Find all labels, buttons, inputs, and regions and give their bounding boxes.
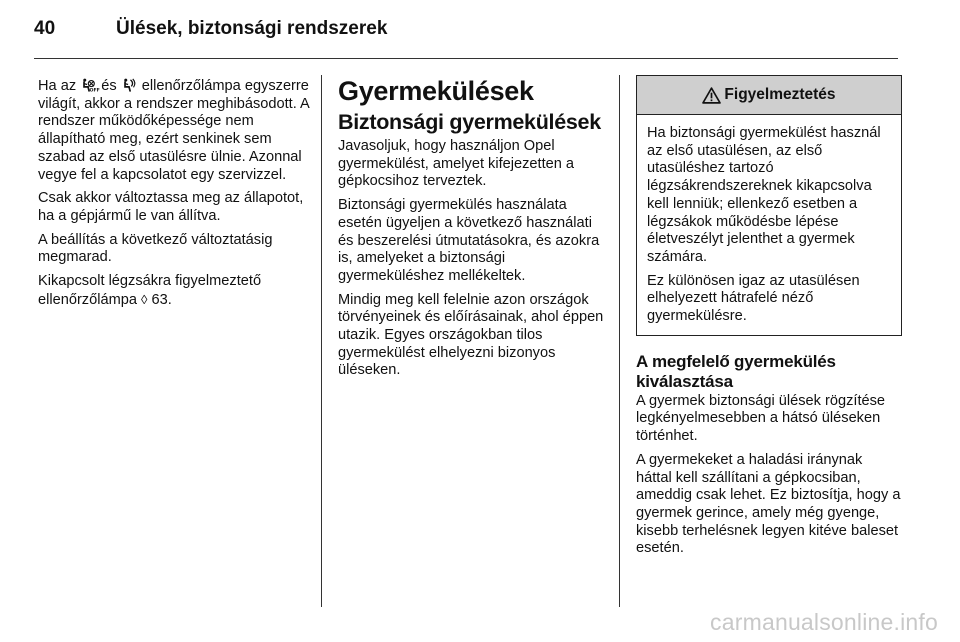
paragraph-airbag-off-reference: Kikapcsolt légzsákra figyelmeztető ellenőrzőlámpa ◊ 63. xyxy=(38,273,262,308)
paragraph-country-laws: Mindig meg kell felelnie azon országok törvényeinek és előírásainak, ahol éppen utazik. Egyes országokban tilos gyermekülést elhelyezni bizonyos üléseken. xyxy=(338,291,604,379)
warning-body xyxy=(637,115,901,335)
subsection-heading: Biztonsági gyermekülések xyxy=(338,110,601,134)
column-2 xyxy=(338,78,610,386)
page-reference-link[interactable]: 63. xyxy=(151,291,172,308)
column-1 xyxy=(38,78,313,315)
page-title: Ülések, biztonsági rendszerek xyxy=(116,18,388,39)
warning-triangle-icon xyxy=(702,87,721,104)
column-divider-1 xyxy=(321,75,322,607)
page-reference-arrow-icon: ◊ xyxy=(141,291,148,307)
header-rule xyxy=(34,58,898,59)
warning-header xyxy=(637,76,901,115)
subsection-heading-choose-seat: A megfelelő gyermekülés kiválasztása xyxy=(636,351,836,391)
watermark: carmanualsonline.info xyxy=(710,609,938,635)
warning-box xyxy=(636,75,902,336)
paragraph-installation-instructions: Biztonsági gyermekülés használata esetén ügyeljen a következő használati és beszerelési útmutatásokra, és azokra is, amelyeket a biztonsági gyermeküléshez mellékeltek. xyxy=(338,197,600,284)
svg-text:OFF: OFF xyxy=(89,88,101,94)
paragraph-rear-facing-transport: A gyermekeket a haladási iránynak háttal kell szállítani a gépkocsiban, ameddig csak lehet. Ez biztosítja, hogy a gyermek gerince, amely még gyenge, kisebb terhelésnek legyen kitéve baleset esetén. xyxy=(636,451,901,557)
warning-paragraph-rear-facing: Ez különösen igaz az utasülésen elhelyezett hátrafelé néző gyermekülésre. xyxy=(647,272,860,325)
section-heading: Gyermekülések xyxy=(338,76,534,106)
airbag-off-indicator-icon xyxy=(81,78,101,94)
column-3 xyxy=(636,78,902,564)
paragraph-indicator-malfunction: Ha az OFF és ellenőrzőlámpa egyszerre világít, akkor a rendszer meghibásodott. A rendszer működőképessége nem állapítható meg, ezért senkinek sem szabad az első utasülésre ülnie. Azonnal vegye fel a kapcsolatot egy szervizzel. xyxy=(38,78,309,183)
airbag-on-indicator-icon xyxy=(122,78,137,92)
page-header xyxy=(34,18,387,48)
paragraph-rear-seats: A gyermek biztonsági ülések rögzítése legkényelmesebben a hátsó üléseken történhet. xyxy=(636,392,886,445)
warning-title: Figyelmeztetés xyxy=(724,86,836,103)
page-number: 40 xyxy=(34,18,56,39)
warning-paragraph-airbag: Ha biztonsági gyermekülést használ az első utasülésen, az első utasüléshez tartozó légzsákrendszereknek kikapcsolva kell lenniük; ellenkező esetben a légzsákok működésbe lépése életveszélyt jelenthet a gyermek számára. xyxy=(647,125,881,265)
paragraph-recommend-opel-seat: Javasoljuk, hogy használjon Opel gyermekülést, amelyet kifejezetten a gépkocsihoz terveztek. xyxy=(338,138,575,190)
paragraph-setting-retained: A beállítás a következő változtatásig megmarad. xyxy=(38,231,273,266)
paragraph-change-state: Csak akkor változtassa meg az állapotot, ha a gépjármű le van állítva. xyxy=(38,190,304,224)
column-divider-2 xyxy=(619,75,620,607)
